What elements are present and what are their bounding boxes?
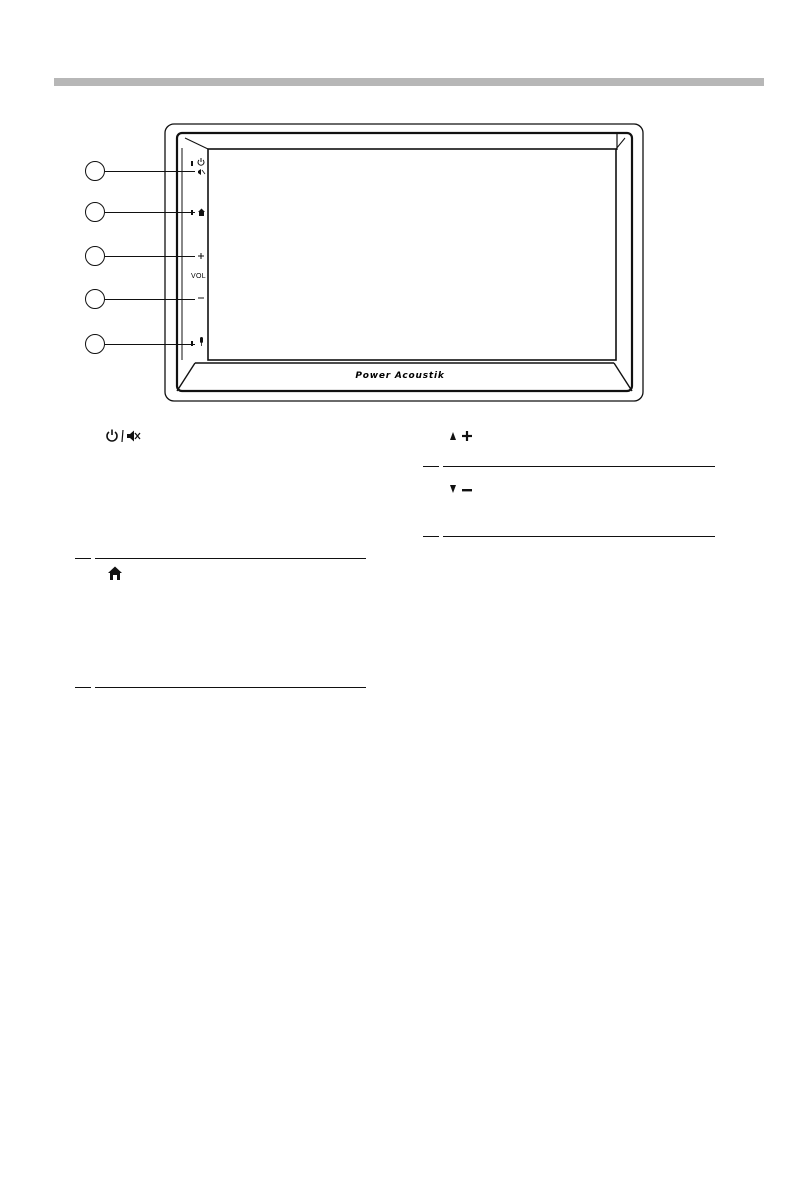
divider-line xyxy=(95,687,366,688)
plus-icon xyxy=(462,431,472,441)
device-mic-icon xyxy=(200,337,203,346)
chamfer-left xyxy=(177,363,195,391)
bezel-inner xyxy=(177,133,632,391)
callout-2 xyxy=(85,202,105,222)
minus-icon xyxy=(462,489,472,491)
screen xyxy=(208,149,616,360)
vol-label: VOL xyxy=(191,273,206,280)
callout-5 xyxy=(85,334,105,354)
divider-line xyxy=(443,536,715,537)
device-home-icon xyxy=(198,209,205,217)
device-plus-icon xyxy=(198,253,204,259)
divider-line xyxy=(95,558,366,559)
power-icon xyxy=(107,430,117,442)
corner-tl xyxy=(185,138,208,149)
divider-line xyxy=(443,466,715,467)
callout-line-3 xyxy=(105,256,195,257)
callout-4 xyxy=(85,289,105,309)
callout-line-5 xyxy=(105,344,195,345)
head-unit-illustration xyxy=(0,0,811,420)
brand-logo: Power Acoustik xyxy=(355,371,445,381)
power-mute-icons xyxy=(104,428,144,444)
callout-line-1 xyxy=(105,171,195,172)
rule-tick xyxy=(423,466,439,467)
button-tick-1 xyxy=(191,161,193,166)
mute-icon xyxy=(127,431,140,442)
device-mute-icon xyxy=(198,169,205,175)
device-power-icon xyxy=(198,158,204,165)
rule-tick xyxy=(75,558,91,559)
callout-3 xyxy=(85,246,105,266)
callout-line-4 xyxy=(105,299,195,300)
rule-tick xyxy=(423,536,439,537)
triangle-down-icon xyxy=(450,485,456,493)
callout-line-2 xyxy=(105,212,195,213)
up-plus-icons xyxy=(448,428,478,444)
rule-tick xyxy=(75,687,91,688)
callout-1 xyxy=(85,161,105,181)
slash-divider xyxy=(122,430,123,442)
home-icon xyxy=(107,565,123,581)
down-minus-icons xyxy=(448,482,478,496)
chamfer-right xyxy=(614,363,632,391)
triangle-up-icon xyxy=(450,432,456,440)
